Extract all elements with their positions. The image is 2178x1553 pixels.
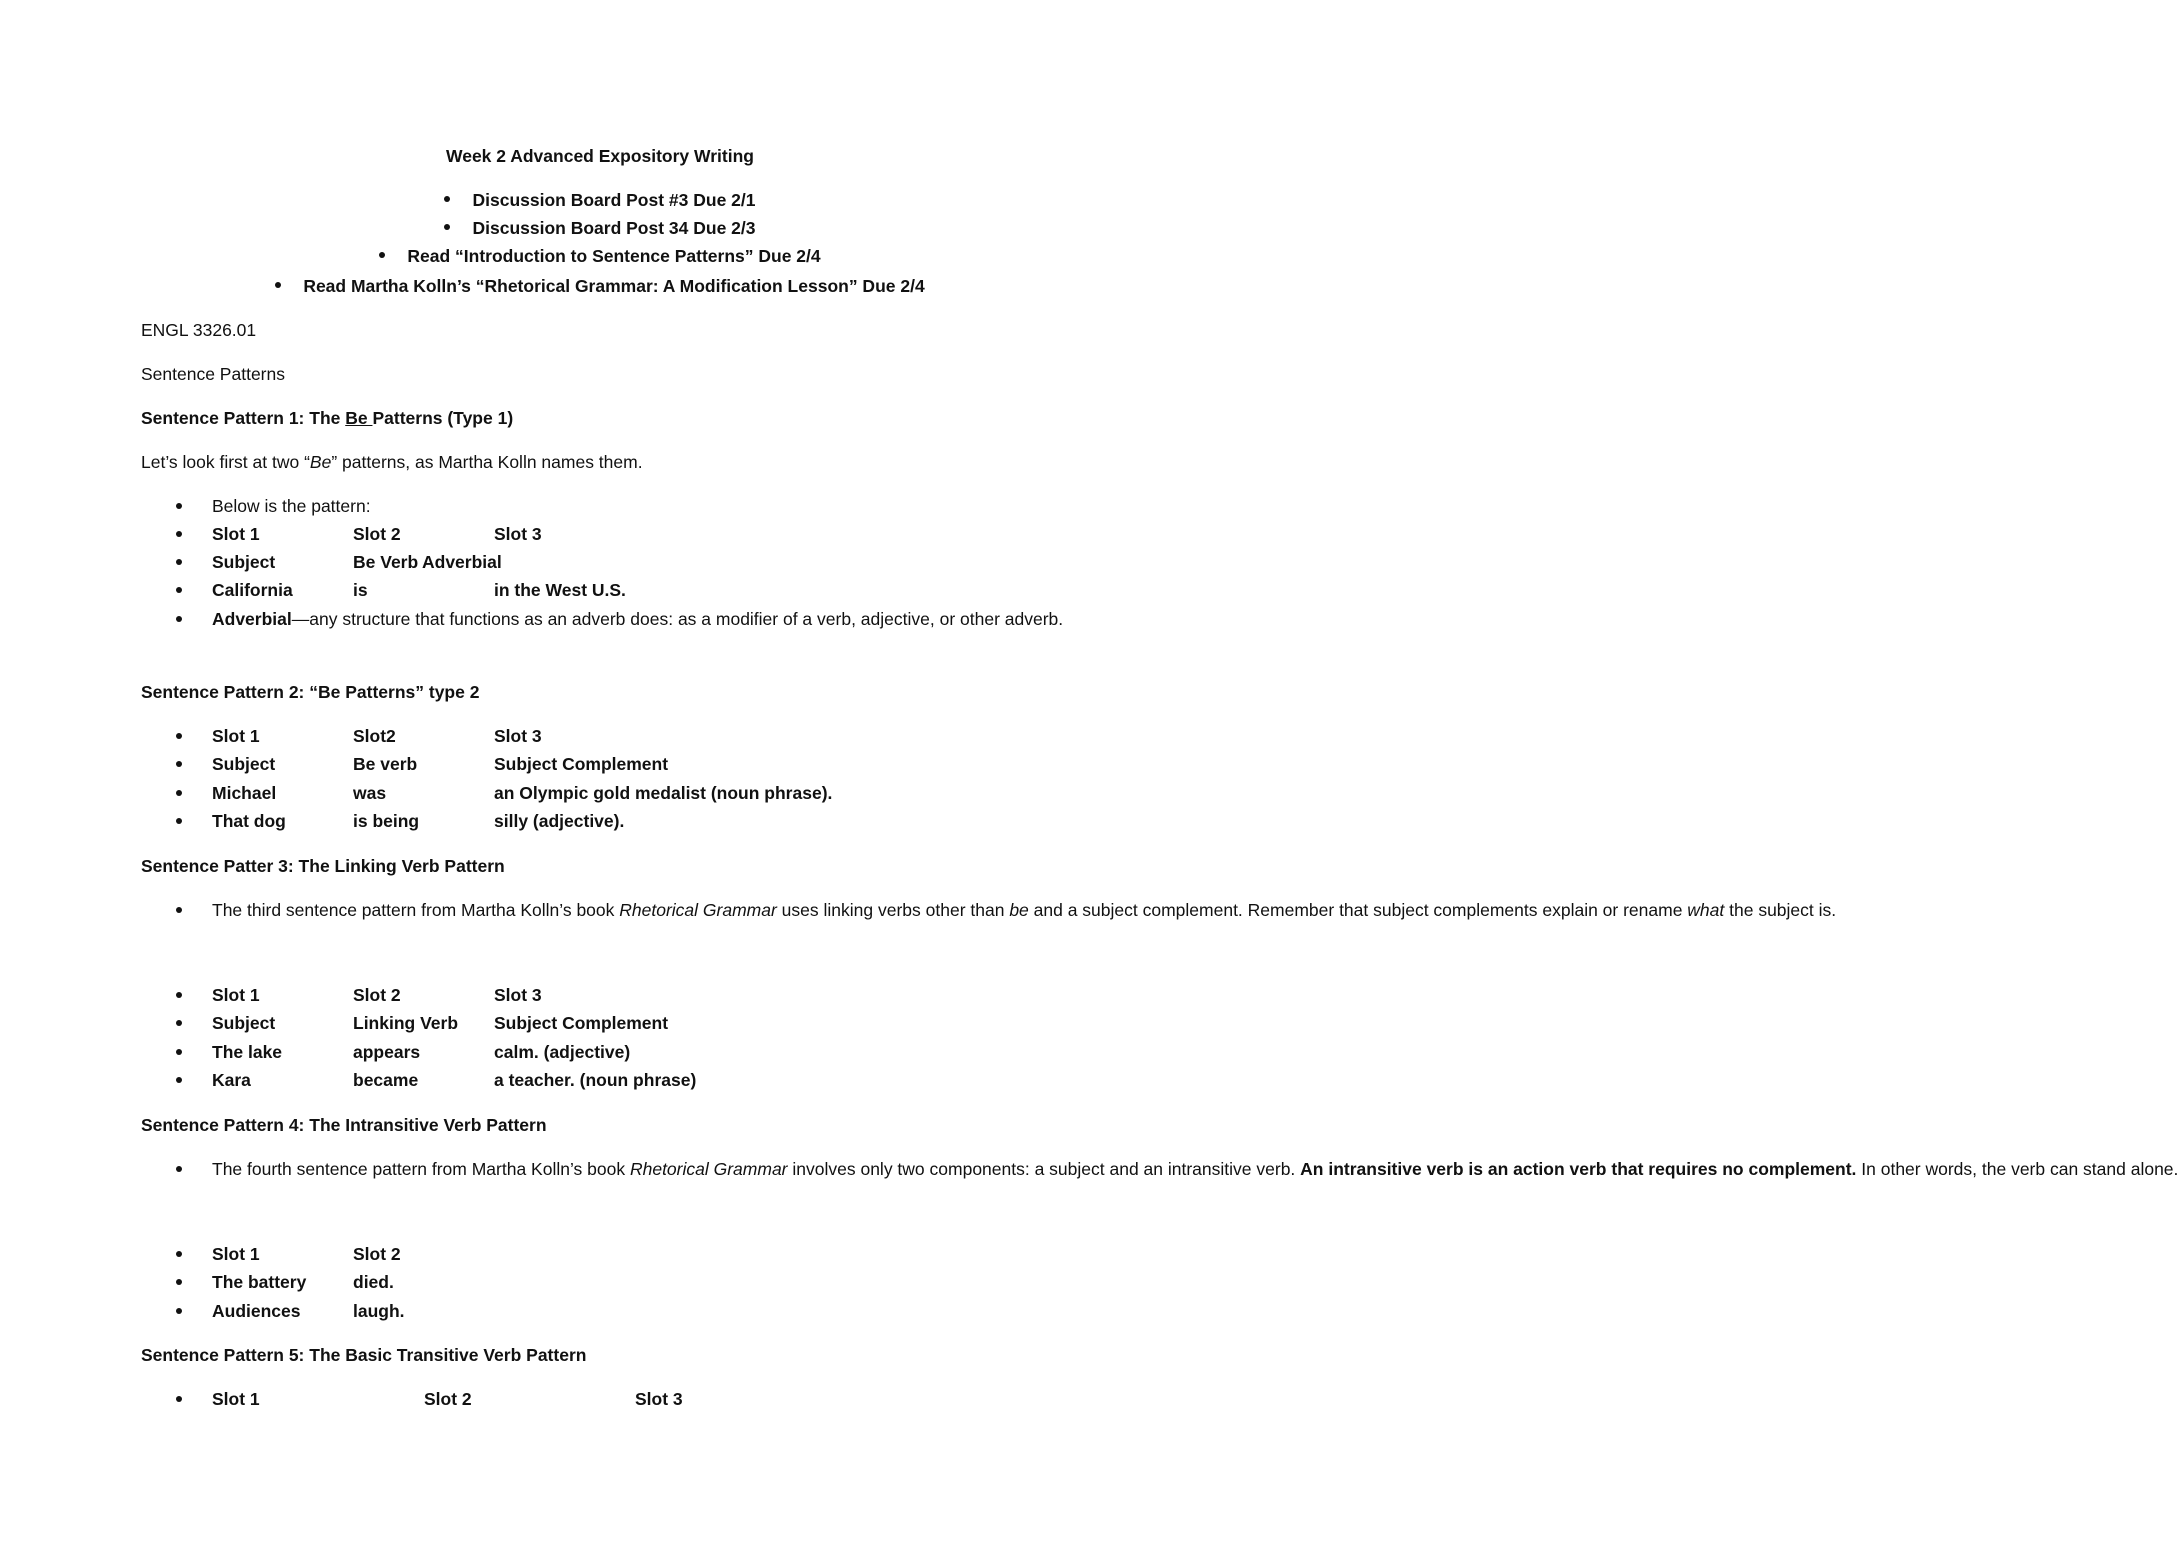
due-item: Discussion Board Post 34 Due 2/3 <box>0 217 1200 239</box>
bullet-icon <box>176 1396 182 1402</box>
pattern-2-heading: Sentence Pattern 2: “Be Patterns” type 2 <box>141 682 480 702</box>
bullet-icon <box>176 1166 182 1172</box>
pattern-1-heading: Sentence Pattern 1: The Be Patterns (Type 1) <box>141 408 514 428</box>
pattern-3-heading: Sentence Patter 3: The Linking Verb Pattern <box>141 856 505 876</box>
due-item: Discussion Board Post #3 Due 2/1 <box>0 189 1200 211</box>
due-item: Read “Introduction to Sentence Patterns” Due 2/4 <box>0 245 1200 267</box>
bullet-icon <box>444 196 450 202</box>
bullet-icon <box>176 1251 182 1257</box>
bullet-icon <box>176 1279 182 1285</box>
bullet-icon <box>176 1077 182 1083</box>
bullet-icon <box>176 1020 182 1026</box>
bullet-icon <box>176 818 182 824</box>
bullet-icon <box>176 616 182 622</box>
bullet-icon <box>176 587 182 593</box>
bullet-icon <box>176 1049 182 1055</box>
pattern-4-heading: Sentence Pattern 4: The Intransitive Verb Pattern <box>141 1115 547 1135</box>
bullet-icon <box>176 761 182 767</box>
bullet-icon <box>176 1308 182 1314</box>
bullet-icon <box>176 559 182 565</box>
course-code: ENGL 3326.01 <box>141 320 257 340</box>
bullet-icon <box>176 992 182 998</box>
bullet-icon <box>444 224 450 230</box>
document-title: Week 2 Advanced Expository Writing <box>446 146 754 166</box>
pattern-1-intro: Let’s look first at two “Be” patterns, as Martha Kolln names them. <box>141 452 643 472</box>
bullet-icon <box>176 733 182 739</box>
due-item: Read Martha Kolln’s “Rhetorical Grammar: A Modification Lesson” Due 2/4 <box>0 275 1200 297</box>
bullet-icon <box>176 790 182 796</box>
section-label: Sentence Patterns <box>141 364 285 384</box>
bullet-icon <box>176 907 182 913</box>
bullet-icon <box>275 282 281 288</box>
document-page: Week 2 Advanced Expository Writing Discussion Board Post #3 Due 2/1 Discussion Board Post 34 Due 2/3 Read “Introduction to Sentence Patterns” Due 2/4 Read Martha Kolln’s “Rhetorical Grammar: A Modification Lesson” Due 2/4 ENGL 3326.01 Sentence Patterns Sentence Pattern 1: The Be Patterns (Type 1) Let’s look first at two “Be” patterns, as Martha Kolln names them. Below is the pattern: Slot 1 Slot 2 Slot 3 Subject Be Verb Adverbial California is in the West U.S. Adverbial—any structure that functions as an adverb does: as a modifier of a verb, adjective, or other adverb. Sentence Pattern 2: “Be Patterns” type 2 Slot 1 Slot2 Slot 3 Subject Be verb Subject Complement Michael was an Olympic gold medalist (noun phrase). That dog is being silly (adjective). Sentence Patter 3: The Linking Verb Pattern The third sentence pattern from Martha Kolln’s book Rhetorical Grammar uses linking verbs other than be and a subject complement. Remember that subject complements explain or rename what the subject is. Slot 1 Slot 2 Slot 3 Subject Linking Verb Subject Complement The lake appears calm. (adjective) Kara became a teacher. (noun phrase) Sentence Pattern 4: The Intransitive Verb Pattern The fourth sentence pattern from Martha Kolln’s book Rhetorical Grammar involves only two components: a subject and an intransitive verb. An intransitive verb is an action verb that requires no complement. In other words, the verb can stand alone. Slot 1 Slot 2 The battery died. Audiences laugh. Sentence Pattern 5: The Basic Transitive Verb Pattern Slot 1 Slot 2 Slot 3 <box>0 0 1200 1553</box>
pattern-5-heading: Sentence Pattern 5: The Basic Transitive Verb Pattern <box>141 1345 587 1365</box>
bullet-icon <box>379 252 385 258</box>
bullet-icon <box>176 503 182 509</box>
bullet-icon <box>176 531 182 537</box>
